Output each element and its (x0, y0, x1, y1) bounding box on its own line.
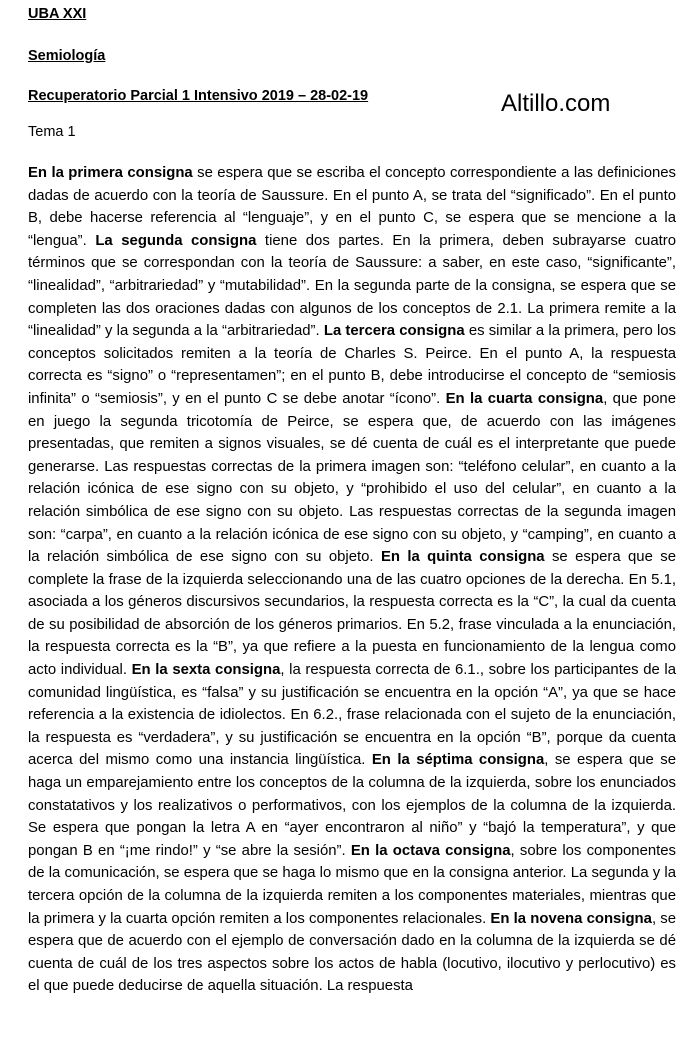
exam-title: Recuperatorio Parcial 1 Intensivo 2019 – 28-02-19 (28, 88, 369, 104)
paragraph-text: , la respuesta correcta de 6.1., sobre los participantes de la comunidad lingüística, es “falsa” y su justificación se encuentra en la opción “A”, ya que se hace referencia a la existencia de idiolectos. En 6.2., frase relacionada con el sujeto de la enunciación, la respuesta es “verdadera”, y su justificación se encuentra en la opción “B”, porque da cuenta acerca del mismo como una instancia lingüística. (28, 662, 676, 769)
consigna-label: La segunda consigna (95, 232, 257, 249)
paragraph-text: , se espera que se haga un emparejamiento entre los conceptos de la columna de la izquierda, sobre los enunciados constatativos y los realizativos o performativos, con los ejemplos de la columna de la izquierda. Se espera que pongan la letra A en “ayer encontraron al niño” y “bajó la temperatura”, y que pongan B en “¡me rindo!” y “se abre la sesión”. (28, 752, 677, 859)
tema-label: Tema 1 (28, 124, 76, 140)
consigna-label: En la cuarta consigna (445, 390, 604, 407)
institution-heading: UBA XXI (28, 6, 87, 22)
consigna-label: En la octava consigna (350, 842, 511, 859)
subject-heading: Semiología (28, 48, 106, 64)
paragraph-text: , que pone en juego la segunda tricotomía de Peirce, se espera que, de acuerdo con las imágenes presentadas, que remiten a signos visuales, se dé cuenta de cuál es el interpretante que puede generarse. Las respuestas correctas de la primera imagen son: “teléfono celular”, en cuanto a la relación icónica de ese signo con su objeto, y “prohibido el uso del celular”, en cuanto a la relación simbólica de ese signo con su objeto. Las respuestas correctas de la segunda imagen son: “carpa”, en cuanto a la relación icónica de ese signo con su objeto, y “camping”, en cuanto a la relación simbólica de ese signo con su objeto. (28, 390, 676, 566)
paragraph-text: tiene dos partes. En la primera, deben subrayarse cuatro términos que se correspondan con la teoría de Saussure: a saber, en este caso, “significante”, “linealidad”, “arbitrariedad” y “mutabilidad”. En la segunda parte de la consigna, se espera que se completen las dos oraciones dadas con algunos de los conceptos de 2.1. La primera remite a la “linealidad” y la segunda a la “arbitrariedad”. (28, 232, 676, 340)
consigna-label: En la primera consigna (28, 165, 193, 181)
consigna-label: En la séptima consigna (371, 752, 545, 769)
paragraph-text: se espera que se complete la frase de la izquierda seleccionando una de las cuatro opciones de la derecha. En 5.1, asociada a los géneros discursivos secundarios, la respuesta correcta es la “C”, la cual da cuenta de su posibilidad de absorción de los géneros primarios. En 5.2, frase vinculada a la enunciación, la respuesta correcta es la “B”, ya que refiere a la puesta en funcionamiento de la lengua como acto individual. (28, 549, 676, 679)
watermark-logo: Altillo.com (501, 90, 611, 117)
paragraph-text: , sobre los componentes de la comunicación, se espera que se haga lo mismo que en la consigna anterior. La segunda y la tercera opción de la columna de la izquierda remiten a los componentes materiales, mientras que la primera y la cuarta opción remiten a los componentes relacionales. (28, 842, 676, 927)
answer-paragraph (28, 162, 676, 998)
paragraph-text: , se espera que de acuerdo con el ejemplo de conversación dado en la columna de la izquierda se dé cuenta de cuál de los tres aspectos sobre los actos de habla (locutivo, ilocutivo y perlocutivo) es el que puede deducirse de aquella situación. La respuesta (28, 910, 676, 995)
paragraph-text: se espera que se escriba el concepto correspondiente a las definiciones dadas de acuerdo con la teoría de Saussure. En el punto A, se trata del “significado”. En el punto B, debe hacerse referencia al “lenguaje”, y en el punto C, se espera que se mencione a la “lengua”. (28, 165, 676, 249)
consigna-label: En la sexta consigna (131, 662, 281, 679)
paragraph-text: es similar a la primera, pero los conceptos solicitados remiten a la teoría de Charles S. Peirce. En el punto A, la respuesta correcta es “signo” o “representamen”; en el punto B, debe introducirse el concepto de “semiosis infinita” o “semiosis”, y en el punto C se debe anotar “ícono”. (28, 323, 676, 407)
consigna-label: La tercera consigna (323, 323, 465, 340)
consigna-label: En la quinta consigna (380, 549, 545, 566)
consigna-label: En la novena consigna (490, 910, 652, 927)
